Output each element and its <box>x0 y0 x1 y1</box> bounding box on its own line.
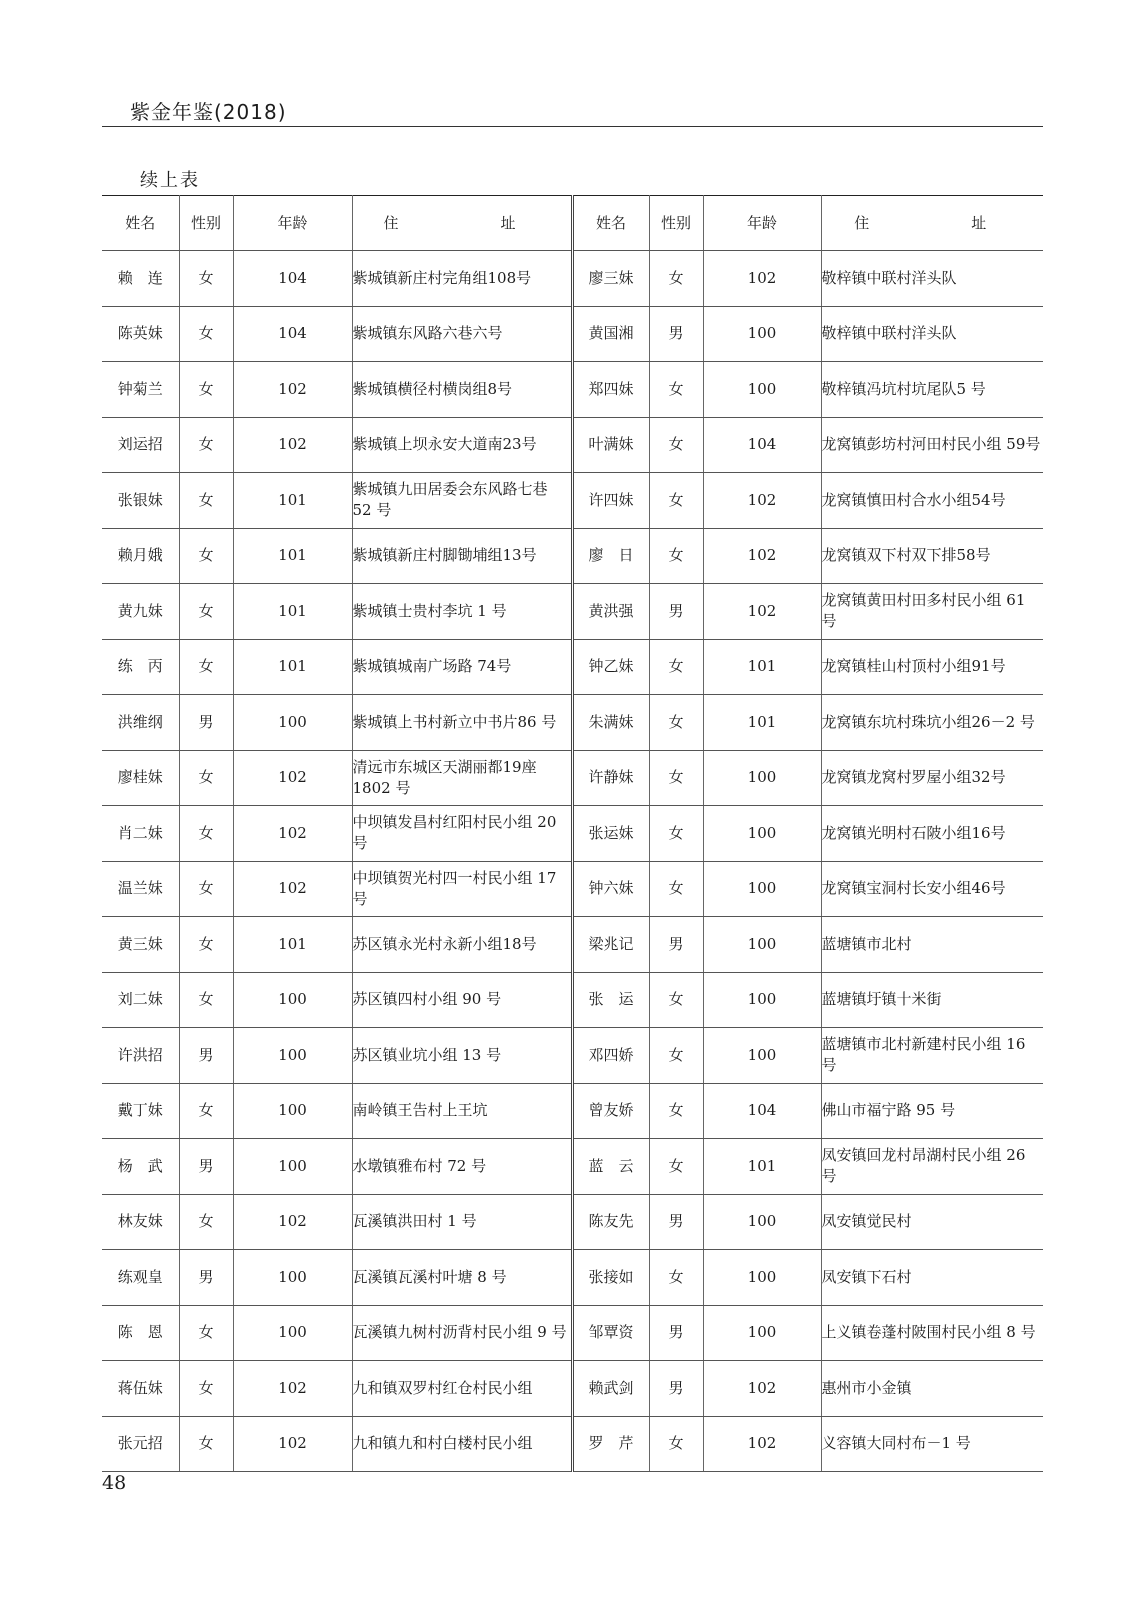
cell-name: 蒋伍妹 <box>102 1361 179 1417</box>
cell-gender: 男 <box>179 1139 233 1195</box>
cell-address: 中坝镇发昌村红阳村民小组 20 号 <box>352 806 572 862</box>
cell-age: 100 <box>233 1250 352 1306</box>
cell-address: 龙窝镇宝洞村长安小组46号 <box>821 861 1043 917</box>
table-row <box>102 1139 1043 1195</box>
cell-gender: 男 <box>649 306 703 362</box>
table-row <box>102 806 1043 862</box>
cell-address: 紫城镇九田居委会东风路七巷 52 号 <box>352 473 572 529</box>
cell-name: 黄九妹 <box>102 584 179 640</box>
cell-age: 102 <box>233 861 352 917</box>
table-row <box>102 1361 1043 1417</box>
cell-age: 100 <box>233 1028 352 1084</box>
cell-age: 104 <box>233 306 352 362</box>
cell-address: 紫城镇士贵村李坑 1 号 <box>352 584 572 640</box>
cell-name: 梁兆记 <box>572 917 649 973</box>
column-header-age: 年龄 <box>233 196 352 251</box>
cell-name: 廖 日 <box>572 528 649 584</box>
cell-name: 陈友先 <box>572 1194 649 1250</box>
header-rule <box>102 126 1043 127</box>
cell-address: 佛山市福宁路 95 号 <box>821 1083 1043 1139</box>
cell-name: 罗 芹 <box>572 1416 649 1472</box>
cell-address: 中坝镇贺光村四一村民小组 17 号 <box>352 861 572 917</box>
cell-gender: 女 <box>179 639 233 695</box>
cell-gender: 男 <box>179 1250 233 1306</box>
cell-age: 101 <box>233 639 352 695</box>
cell-age: 102 <box>703 473 821 529</box>
cell-address: 水墩镇雅布村 72 号 <box>352 1139 572 1195</box>
cell-gender: 女 <box>649 750 703 806</box>
cell-name: 廖三妹 <box>572 251 649 307</box>
column-header-address: 住 址 <box>352 196 572 251</box>
cell-name: 杨 武 <box>102 1139 179 1195</box>
table-row <box>102 1194 1043 1250</box>
cell-gender: 女 <box>179 1361 233 1417</box>
cell-name: 许静妹 <box>572 750 649 806</box>
cell-gender: 女 <box>649 362 703 418</box>
cell-age: 102 <box>703 1416 821 1472</box>
cell-name: 肖二妹 <box>102 806 179 862</box>
cell-name: 许洪招 <box>102 1028 179 1084</box>
cell-age: 102 <box>233 362 352 418</box>
centenarian-table <box>102 195 1043 1472</box>
cell-name: 郑四妹 <box>572 362 649 418</box>
cell-age: 100 <box>703 861 821 917</box>
cell-address: 苏区镇四村小组 90 号 <box>352 972 572 1028</box>
table-row <box>102 1416 1043 1472</box>
cell-age: 101 <box>233 528 352 584</box>
cell-address: 南岭镇王告村上王坑 <box>352 1083 572 1139</box>
table-row <box>102 1305 1043 1361</box>
table-header-row <box>102 196 1043 251</box>
cell-gender: 女 <box>179 306 233 362</box>
cell-address: 蓝塘镇圩镇十米街 <box>821 972 1043 1028</box>
cell-gender: 女 <box>179 1194 233 1250</box>
cell-gender: 女 <box>179 917 233 973</box>
cell-address: 紫城镇横径村横岗组8号 <box>352 362 572 418</box>
cell-gender: 女 <box>179 362 233 418</box>
cell-name: 刘运招 <box>102 417 179 473</box>
cell-age: 100 <box>233 1083 352 1139</box>
cell-name: 叶满妹 <box>572 417 649 473</box>
table-row <box>102 306 1043 362</box>
cell-gender: 女 <box>179 806 233 862</box>
table-row <box>102 639 1043 695</box>
cell-gender: 男 <box>649 1194 703 1250</box>
cell-age: 100 <box>703 917 821 973</box>
cell-age: 102 <box>233 750 352 806</box>
cell-address: 龙窝镇彭坊村河田村民小组 59号 <box>821 417 1043 473</box>
cell-address: 上义镇卷蓬村陂围村民小组 8 号 <box>821 1305 1043 1361</box>
cell-address: 龙窝镇慎田村合水小组54号 <box>821 473 1043 529</box>
column-header-gender: 性别 <box>179 196 233 251</box>
cell-age: 100 <box>703 1028 821 1084</box>
cell-address: 蓝塘镇市北村新建村民小组 16 号 <box>821 1028 1043 1084</box>
cell-name: 黄洪强 <box>572 584 649 640</box>
cell-gender: 女 <box>649 639 703 695</box>
cell-address: 龙窝镇桂山村顶村小组91号 <box>821 639 1043 695</box>
cell-gender: 女 <box>179 528 233 584</box>
cell-name: 张 运 <box>572 972 649 1028</box>
table-row <box>102 917 1043 973</box>
cell-gender: 男 <box>179 695 233 751</box>
cell-address: 龙窝镇光明村石陂小组16号 <box>821 806 1043 862</box>
cell-gender: 女 <box>649 1139 703 1195</box>
cell-address: 紫城镇上书村新立中书片86 号 <box>352 695 572 751</box>
cell-address: 苏区镇永光村永新小组18号 <box>352 917 572 973</box>
column-header-address: 住 址 <box>821 196 1043 251</box>
cell-name: 赖月娥 <box>102 528 179 584</box>
cell-gender: 女 <box>649 972 703 1028</box>
cell-age: 102 <box>703 584 821 640</box>
cell-address: 紫城镇新庄村完角组108号 <box>352 251 572 307</box>
cell-name: 黄国湘 <box>572 306 649 362</box>
cell-gender: 女 <box>179 750 233 806</box>
cell-age: 102 <box>233 417 352 473</box>
cell-address: 龙窝镇东坑村珠坑小组26－2 号 <box>821 695 1043 751</box>
cell-name: 钟六妹 <box>572 861 649 917</box>
cell-address: 清远市东城区天湖丽都19座1802 号 <box>352 750 572 806</box>
cell-address: 紫城镇上坝永安大道南23号 <box>352 417 572 473</box>
cell-name: 许四妹 <box>572 473 649 529</box>
column-header-name: 姓名 <box>102 196 179 251</box>
cell-gender: 女 <box>649 861 703 917</box>
table-row <box>102 695 1043 751</box>
cell-gender: 女 <box>179 1416 233 1472</box>
cell-age: 100 <box>703 1305 821 1361</box>
cell-age: 100 <box>233 695 352 751</box>
cell-age: 101 <box>233 584 352 640</box>
cell-age: 100 <box>703 306 821 362</box>
cell-gender: 男 <box>649 1361 703 1417</box>
cell-age: 102 <box>233 1361 352 1417</box>
cell-age: 101 <box>703 639 821 695</box>
cell-gender: 女 <box>649 473 703 529</box>
cell-age: 100 <box>233 1139 352 1195</box>
table-row <box>102 1028 1043 1084</box>
table-row <box>102 362 1043 418</box>
cell-name: 戴丁妹 <box>102 1083 179 1139</box>
cell-name: 廖桂妹 <box>102 750 179 806</box>
cell-address: 敬梓镇中联村洋头队 <box>821 251 1043 307</box>
cell-name: 赖 连 <box>102 251 179 307</box>
cell-name: 温兰妹 <box>102 861 179 917</box>
cell-name: 钟乙妹 <box>572 639 649 695</box>
cell-address: 凤安镇觉民村 <box>821 1194 1043 1250</box>
cell-age: 102 <box>703 251 821 307</box>
cell-age: 100 <box>703 806 821 862</box>
cell-gender: 女 <box>649 1083 703 1139</box>
cell-name: 黄三妹 <box>102 917 179 973</box>
table-row <box>102 1250 1043 1306</box>
cell-age: 104 <box>703 417 821 473</box>
cell-gender: 男 <box>179 1028 233 1084</box>
cell-address: 敬梓镇中联村洋头队 <box>821 306 1043 362</box>
cell-gender: 男 <box>649 917 703 973</box>
cell-gender: 女 <box>179 473 233 529</box>
header-title: 紫金年鉴(2018) <box>130 100 287 124</box>
cell-age: 100 <box>703 1194 821 1250</box>
cell-name: 张接如 <box>572 1250 649 1306</box>
cell-address: 瓦溪镇九树村沥背村民小组 9 号 <box>352 1305 572 1361</box>
table-caption: 续上表 <box>140 170 200 191</box>
cell-gender: 女 <box>179 1305 233 1361</box>
cell-name: 练 丙 <box>102 639 179 695</box>
cell-age: 102 <box>703 1361 821 1417</box>
cell-name: 陈英妹 <box>102 306 179 362</box>
cell-age: 101 <box>233 917 352 973</box>
cell-age: 102 <box>703 528 821 584</box>
cell-age: 102 <box>233 806 352 862</box>
cell-address: 瓦溪镇瓦溪村叶塘 8 号 <box>352 1250 572 1306</box>
cell-address: 惠州市小金镇 <box>821 1361 1043 1417</box>
table-row <box>102 473 1043 529</box>
cell-age: 101 <box>233 473 352 529</box>
column-header-age: 年龄 <box>703 196 821 251</box>
cell-gender: 女 <box>179 861 233 917</box>
table-row <box>102 417 1043 473</box>
cell-gender: 女 <box>179 972 233 1028</box>
cell-name: 洪维纲 <box>102 695 179 751</box>
table-body <box>102 251 1043 1472</box>
cell-age: 102 <box>233 1416 352 1472</box>
cell-age: 100 <box>703 362 821 418</box>
cell-address: 瓦溪镇洪田村 1 号 <box>352 1194 572 1250</box>
cell-age: 104 <box>233 251 352 307</box>
cell-gender: 女 <box>179 584 233 640</box>
cell-gender: 女 <box>179 1083 233 1139</box>
cell-age: 101 <box>703 1139 821 1195</box>
cell-gender: 女 <box>179 417 233 473</box>
cell-name: 刘二妹 <box>102 972 179 1028</box>
cell-address: 龙窝镇黄田村田多村民小组 61 号 <box>821 584 1043 640</box>
cell-name: 林友妹 <box>102 1194 179 1250</box>
cell-age: 100 <box>233 972 352 1028</box>
table-row <box>102 750 1043 806</box>
cell-address: 义容镇大同村布－1 号 <box>821 1416 1043 1472</box>
cell-gender: 女 <box>649 695 703 751</box>
cell-gender: 男 <box>649 1305 703 1361</box>
cell-address: 紫城镇城南广场路 74号 <box>352 639 572 695</box>
cell-age: 102 <box>233 1194 352 1250</box>
cell-address: 九和镇双罗村红仓村民小组 <box>352 1361 572 1417</box>
cell-address: 凤安镇下石村 <box>821 1250 1043 1306</box>
cell-name: 张运妹 <box>572 806 649 862</box>
cell-address: 龙窝镇双下村双下排58号 <box>821 528 1043 584</box>
page-number: 48 <box>102 1472 127 1494</box>
cell-address: 紫城镇新庄村脚锄埔组13号 <box>352 528 572 584</box>
table-row <box>102 972 1043 1028</box>
column-header-gender: 性别 <box>649 196 703 251</box>
table-row <box>102 861 1043 917</box>
cell-name: 张银妹 <box>102 473 179 529</box>
table-row <box>102 251 1043 307</box>
cell-age: 100 <box>703 1250 821 1306</box>
cell-age: 101 <box>703 695 821 751</box>
cell-age: 104 <box>703 1083 821 1139</box>
cell-name: 曾友娇 <box>572 1083 649 1139</box>
cell-gender: 女 <box>649 417 703 473</box>
column-header-name: 姓名 <box>572 196 649 251</box>
cell-address: 蓝塘镇市北村 <box>821 917 1043 973</box>
cell-name: 陈 恩 <box>102 1305 179 1361</box>
cell-name: 练观皇 <box>102 1250 179 1306</box>
cell-gender: 男 <box>649 584 703 640</box>
cell-gender: 女 <box>649 806 703 862</box>
cell-name: 蓝 云 <box>572 1139 649 1195</box>
table-row <box>102 1083 1043 1139</box>
cell-name: 赖武剑 <box>572 1361 649 1417</box>
cell-age: 100 <box>703 750 821 806</box>
cell-name: 钟菊兰 <box>102 362 179 418</box>
cell-address: 紫城镇东风路六巷六号 <box>352 306 572 362</box>
cell-gender: 女 <box>649 1250 703 1306</box>
cell-address: 苏区镇业坑小组 13 号 <box>352 1028 572 1084</box>
cell-gender: 女 <box>179 251 233 307</box>
cell-address: 九和镇九和村白楼村民小组 <box>352 1416 572 1472</box>
cell-name: 张元招 <box>102 1416 179 1472</box>
cell-gender: 女 <box>649 528 703 584</box>
cell-name: 邹覃资 <box>572 1305 649 1361</box>
cell-address: 龙窝镇龙窝村罗屋小组32号 <box>821 750 1043 806</box>
cell-age: 100 <box>703 972 821 1028</box>
cell-name: 邓四娇 <box>572 1028 649 1084</box>
cell-gender: 女 <box>649 1416 703 1472</box>
cell-address: 凤安镇回龙村昂湖村民小组 26 号 <box>821 1139 1043 1195</box>
cell-gender: 女 <box>649 1028 703 1084</box>
cell-address: 敬梓镇冯坑村坑尾队5 号 <box>821 362 1043 418</box>
cell-name: 朱满妹 <box>572 695 649 751</box>
table-row <box>102 584 1043 640</box>
cell-gender: 女 <box>649 251 703 307</box>
table-row <box>102 528 1043 584</box>
cell-age: 100 <box>233 1305 352 1361</box>
